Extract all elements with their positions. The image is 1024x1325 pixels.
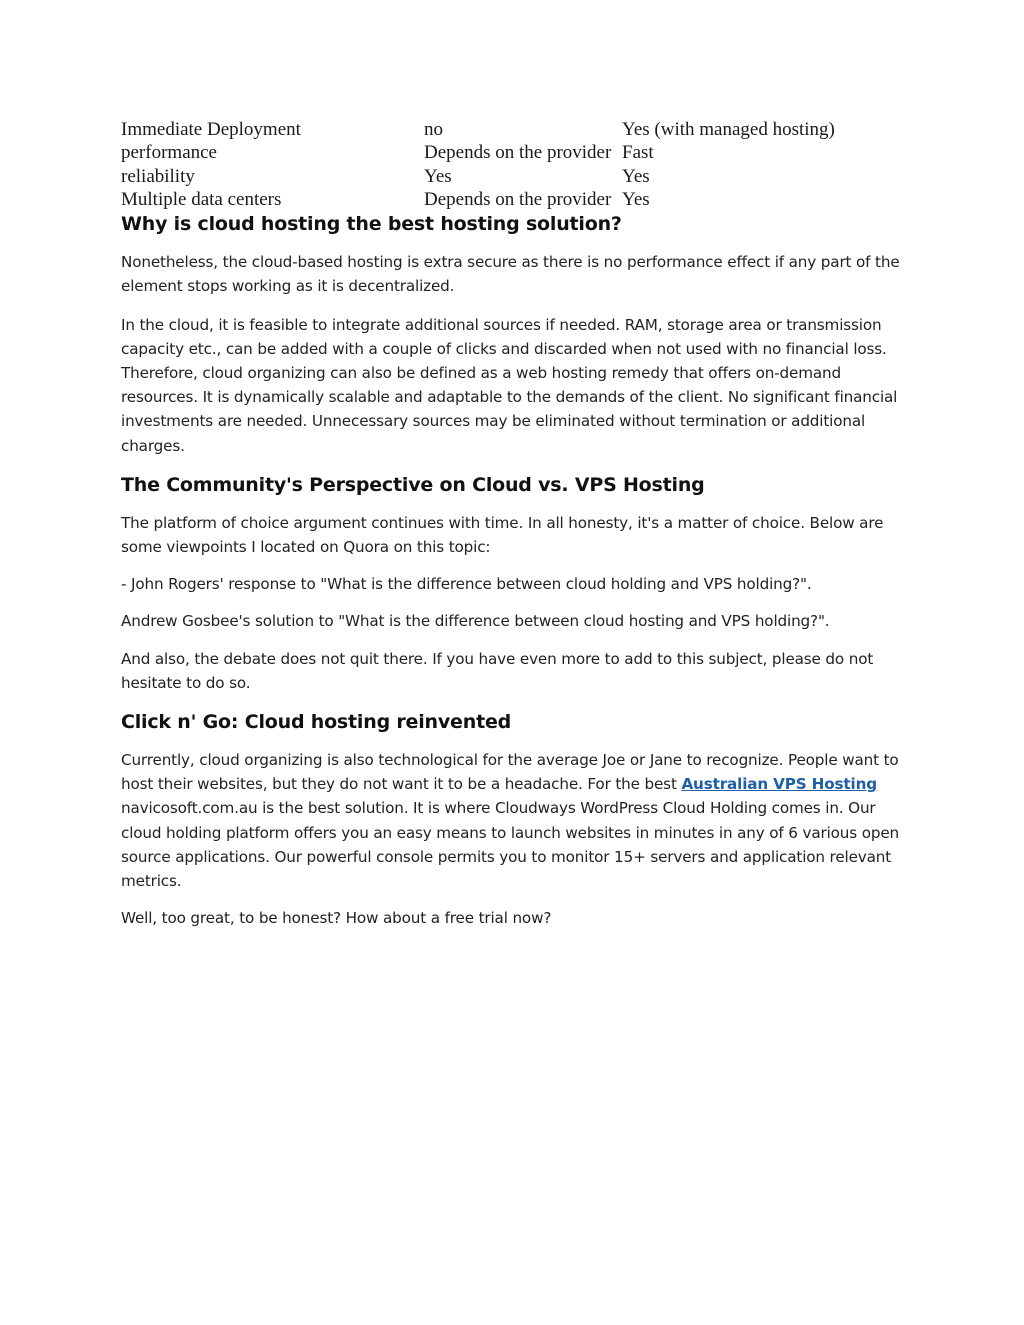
paragraph: - John Rogers' response to "What is the difference between cloud holding and VPS holding?". bbox=[121, 575, 812, 594]
document-page bbox=[121, 118, 911, 930]
table-row bbox=[121, 141, 882, 164]
paragraph: Well, too great, to be honest? How about a free trial now? bbox=[121, 909, 552, 928]
table-cell: Yes bbox=[424, 165, 452, 187]
table-row bbox=[121, 188, 882, 211]
paragraph-with-link bbox=[121, 748, 911, 893]
table-cell: Yes bbox=[622, 188, 650, 210]
table-cell: Multiple data centers bbox=[121, 188, 282, 210]
australian-vps-hosting-link[interactable]: Australian VPS Hosting bbox=[681, 775, 877, 794]
table-cell: Yes (with managed hosting) bbox=[622, 119, 835, 140]
table-cell: no bbox=[424, 119, 443, 140]
comparison-table bbox=[121, 118, 882, 211]
section-heading-community: The Community's Perspective on Cloud vs. VPS Hosting bbox=[121, 473, 705, 496]
paragraph: The platform of choice argument continues with time. In all honesty, it's a matter of choice. Below are some viewpoints I located on Quora on this topic: bbox=[121, 513, 884, 557]
table-row bbox=[121, 118, 882, 141]
table-row bbox=[121, 165, 882, 188]
paragraph: In the cloud, it is feasible to integrate additional sources if needed. RAM, storage area or transmission capacity etc., can be added with a couple of clicks and discarded when not used with no financial loss. Therefore, cloud organizing can also be defined as a web hosting remedy that offers on-demand resources. It is dynamically scalable and adaptable to the demands of the client. No significant financial investments are needed. Unnecessary sources may be eliminated without termination or additional charges. bbox=[121, 315, 898, 455]
section-heading-why-cloud: Why is cloud hosting the best hosting solution? bbox=[121, 213, 622, 236]
table-cell: Depends on the provider bbox=[424, 188, 612, 210]
paragraph: And also, the debate does not quit there. If you have even more to add to this subject, please do not hesitate to do so. bbox=[121, 649, 874, 692]
table-cell: reliability bbox=[121, 165, 195, 187]
table-cell: Immediate Deployment bbox=[121, 119, 301, 140]
table-cell: Depends on the provider bbox=[424, 142, 612, 164]
paragraph: Andrew Gosbee's solution to "What is the difference between cloud hosting and VPS holding?". bbox=[121, 612, 830, 631]
table-cell: Yes bbox=[622, 165, 650, 187]
section-heading-click-n-go: Click n' Go: Cloud hosting reinvented bbox=[121, 711, 512, 734]
paragraph: Nonetheless, the cloud-based hosting is extra secure as there is no performance effect if any part of the element stops working as it is decentralized. bbox=[121, 253, 900, 296]
paragraph-text: navicosoft.com.au is the best solution. It is where Cloudways WordPress Cloud Holding comes in. Our cloud holding platform offers you an easy means to launch websites in minutes in any of 6 various open source applications. Our powerful console permits you to monitor 15+ servers and application relevant metrics. bbox=[121, 799, 900, 891]
table-cell: performance bbox=[121, 142, 217, 164]
table-cell: Fast bbox=[622, 142, 654, 164]
paragraph-text: Currently, cloud organizing is also technological for the average Joe or Jane to recognize. People want to host their websites, but they do not want it to be a headache. For the best bbox=[121, 751, 899, 794]
